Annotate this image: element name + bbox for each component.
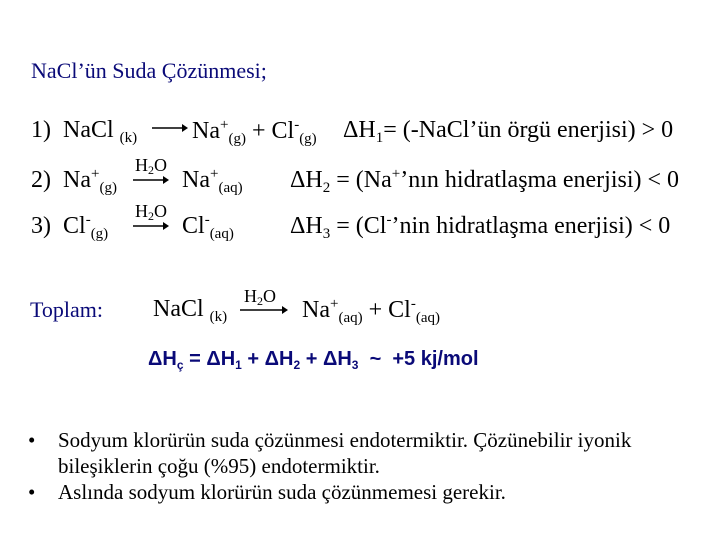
bullet-marker-1: • bbox=[28, 428, 36, 452]
eq1-reactant: NaCl bbox=[63, 117, 114, 143]
total-solvent-sub: 2 bbox=[257, 294, 263, 308]
sum-plus-1: + bbox=[241, 348, 265, 370]
equation-3 bbox=[31, 213, 108, 242]
total-product-1-state: (aq) bbox=[338, 310, 363, 326]
eq2-enthalpy bbox=[290, 167, 679, 196]
eq1-products bbox=[192, 118, 317, 147]
eq1-product-1-state: (g) bbox=[228, 131, 246, 147]
eq3-product-symbol: Cl bbox=[182, 213, 205, 239]
total-solvent bbox=[244, 287, 276, 307]
eq3-dh-text-b: ’nin hidratlaşma enerjisi) < 0 bbox=[391, 213, 671, 239]
eq1-product-2-state: (g) bbox=[299, 131, 317, 147]
total-product-2-state: (aq) bbox=[415, 310, 440, 326]
total-product-1-charge: + bbox=[329, 296, 339, 312]
eq3-dh-text-a: = (Cl bbox=[330, 213, 387, 239]
eq3-reactant-charge: - bbox=[85, 212, 91, 228]
bullet-item-2 bbox=[28, 479, 708, 505]
total-label: Toplam: bbox=[30, 297, 104, 322]
eq3-reactant-state: (g) bbox=[90, 226, 109, 242]
total-reactant-state: (k) bbox=[209, 309, 228, 325]
eq1-product-1: Na bbox=[192, 118, 220, 144]
eq3-solvent-o: O bbox=[154, 201, 167, 221]
total-arrow bbox=[240, 305, 288, 315]
bullet-item-1 bbox=[28, 427, 708, 479]
eq3-solvent-h: H bbox=[135, 201, 148, 221]
sum-lhs: ΔH bbox=[148, 348, 177, 370]
eq3-dh-charge: - bbox=[386, 212, 392, 228]
eq3-solvent bbox=[135, 202, 167, 222]
eq3-arrow bbox=[133, 221, 169, 231]
eq2-dh-text-b: ’nın hidratlaşma enerjisi) < 0 bbox=[400, 167, 680, 193]
eq3-product-state: (aq) bbox=[209, 226, 234, 242]
eq1-number: 1) bbox=[31, 117, 51, 143]
bullet-text-1: Sodyum klorürün suda çözünmesi endotermiktir. Çözünebilir iyonik bileşiklerin çoğu (%95) endotermiktir. bbox=[58, 428, 632, 478]
equation-2 bbox=[31, 167, 117, 196]
sum-term-3: ΔH bbox=[322, 348, 352, 370]
eq2-dh-sub: 2 bbox=[322, 180, 331, 196]
bullet-text-2: Aslında sodyum klorürün suda çözünmemesi gerekir. bbox=[58, 480, 506, 504]
eq1-dh-symbol: ΔH bbox=[343, 117, 376, 143]
eq2-number: 2) bbox=[31, 167, 51, 193]
bullet-marker-2: • bbox=[28, 480, 36, 504]
eq2-product-symbol: Na bbox=[182, 167, 210, 193]
eq3-number: 3) bbox=[31, 213, 51, 239]
sum-lhs-sub: ç bbox=[176, 358, 184, 372]
sum-equals: = bbox=[183, 348, 207, 370]
sum-term-2: ΔH bbox=[264, 348, 294, 370]
eq1-enthalpy bbox=[343, 118, 673, 146]
total-solvent-h: H bbox=[244, 286, 257, 306]
total-products bbox=[302, 297, 440, 326]
eq3-product-charge: - bbox=[204, 212, 210, 228]
eq1-reactant-state: (k) bbox=[119, 130, 138, 146]
eq2-product-state: (aq) bbox=[218, 180, 243, 196]
eq2-dh-symbol: ΔH bbox=[290, 167, 323, 193]
equation-1 bbox=[31, 118, 137, 146]
eq1-arrow bbox=[152, 123, 188, 133]
eq2-dh-text-a: = (Na bbox=[330, 167, 392, 193]
eq2-reactant-charge: + bbox=[90, 166, 100, 182]
eq2-dh-charge: + bbox=[391, 166, 401, 182]
eq2-product-charge: + bbox=[209, 166, 219, 182]
eq2-solvent-sub: 2 bbox=[148, 163, 154, 177]
sum-term-3-sub: 3 bbox=[351, 358, 359, 372]
sum-result: ~ +5 kj/mol bbox=[358, 348, 479, 370]
eq3-dh-sub: 3 bbox=[322, 226, 331, 242]
eq3-product bbox=[182, 213, 234, 242]
sum-term-2-sub: 2 bbox=[293, 358, 301, 372]
eq1-product-2-charge: - bbox=[294, 117, 300, 133]
eq2-solvent-o: O bbox=[154, 155, 167, 175]
eq2-product bbox=[182, 167, 243, 196]
eq1-product-2: Cl bbox=[271, 118, 295, 144]
eq1-dh-sub: 1 bbox=[375, 130, 384, 146]
total-solvent-o: O bbox=[263, 286, 276, 306]
total-reactant bbox=[153, 297, 227, 325]
eq3-reactant: Cl bbox=[63, 213, 86, 239]
sum-term-1-sub: 1 bbox=[235, 358, 242, 372]
total-product-2-charge: - bbox=[410, 296, 416, 312]
page-title: NaCl’ün Suda Çözünmesi; bbox=[31, 58, 267, 83]
eq1-plus: + bbox=[251, 118, 266, 144]
eq3-solvent-sub: 2 bbox=[148, 209, 154, 223]
eq2-solvent-h: H bbox=[135, 155, 148, 175]
total-reactant-symbol: NaCl bbox=[153, 296, 204, 322]
eq3-dh-symbol: ΔH bbox=[290, 213, 323, 239]
total-product-1: Na bbox=[302, 297, 330, 323]
eq2-reactant: Na bbox=[63, 167, 91, 193]
total-product-2: Cl bbox=[388, 297, 411, 323]
eq1-product-1-charge: + bbox=[219, 117, 229, 133]
bullet-list bbox=[28, 427, 708, 505]
eq2-reactant-state: (g) bbox=[99, 180, 117, 196]
eq2-solvent bbox=[135, 156, 167, 176]
enthalpy-sum bbox=[148, 348, 479, 372]
sum-plus-2: + bbox=[300, 348, 323, 370]
total-plus: + bbox=[368, 297, 383, 323]
eq1-dh-text: = (-NaCl’ün örgü enerjisi) > 0 bbox=[383, 117, 674, 143]
eq2-arrow bbox=[133, 175, 169, 185]
sum-term-1: ΔH bbox=[206, 348, 236, 370]
eq3-enthalpy bbox=[290, 213, 670, 242]
